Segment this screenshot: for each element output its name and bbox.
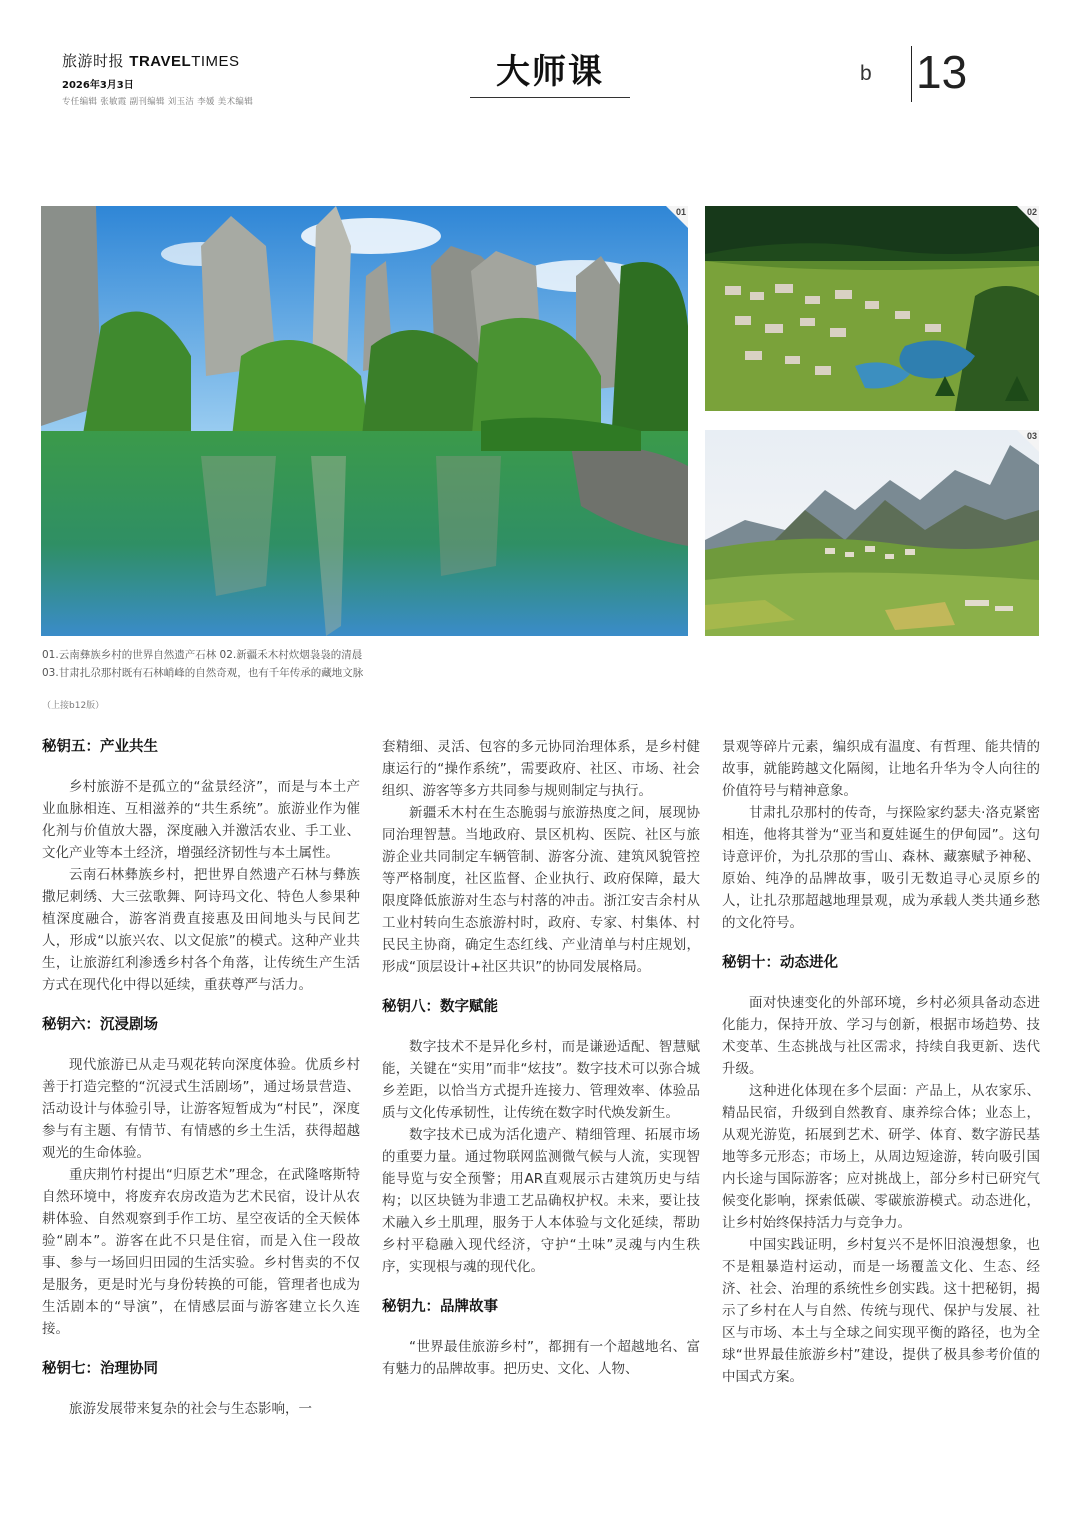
paragraph: 这种进化体现在多个层面：产品上，从农家乐、精品民宿，升级到自然教育、康养综合体；业态上，从观光游览，拓展到艺术、研学、体育、数字游民基地等多元形态；市场上，从周边短途游，转向吸引国内长途与国际游客；应对挑战上，部分乡村已研究气候变化影响，探索低碳、零碳旅游模式。动态进化，让乡村始终保持活力与竞争力。 — [722, 1083, 1040, 1231]
paragraph: 面对快速变化的外部环境，乡村必须具备动态进化能力，保持开放、学习与创新，根据市场趋势、技术变革、生态挑战与社区需求，持续自我更新、迭代升级。 — [722, 995, 1040, 1077]
continued-note: （上接b12版） — [42, 701, 105, 711]
issue-date: 2026年3月3日 — [62, 80, 134, 91]
paragraph: 重庆荆竹村提出“归原艺术”理念，在武隆喀斯特自然环境中，将废弃农房改造为艺术民宿，设计从农耕体验、自然观察到手作工坊、星空夜话的全天候体验“剧本”。游客在此不只是住宿，而是入住一段故事、参与一场回归田园的生活实验。乡村售卖的不仅是服务，更是时光与身份转换的可能，管理者也成为生活剧本的“导演”，在情感层面与游客建立长久连接。 — [42, 1167, 360, 1337]
paragraph: 甘肃扎尕那村的传奇，与探险家约瑟夫·洛克紧密相连，他将其誉为“亚当和夏娃诞生的伊甸园”。这句诗意评价，为扎尕那的雪山、森林、藏寨赋予神秘、原始、纯净的品牌故事，吸引无数追寻心灵原乡的人，让扎尕那超越地理景观，成为承载人类共通乡愁的文化符号。 — [722, 805, 1040, 931]
photo-stone-forest — [41, 206, 688, 636]
caption-line-1: 01.云南彝族乡村的世界自然遗产石林 02.新疆禾木村炊烟袅袅的清晨 — [42, 649, 363, 661]
brand-en-bold: TRAVEL — [129, 53, 192, 70]
paragraph: 云南石林彝族乡村，把世界自然遗产石林与彝族撒尼刺绣、大三弦歌舞、阿诗玛文化、特色人参果种植深度融合，游客消费直接惠及田间地头与民间艺人，形成“以旅兴农、以文促旅”的模式。这种产业共生，让旅游红利渗透乡村各个角落，让传统生产生活方式在现代化中得以延续，重获尊严与活力。 — [42, 867, 360, 993]
section-title: 大师课 — [496, 52, 604, 92]
heading-key-8: 秘钥八：数字赋能 — [382, 999, 498, 1015]
paragraph: 旅游发展带来复杂的社会与生态影响，一 — [69, 1401, 312, 1417]
paragraph: 新疆禾木村在生态脆弱与旅游热度之间，展现协同治理智慧。当地政府、景区机构、医院、社区与旅游企业共同制定车辆管制、游客分流、建筑风貌管控等严格制度，社区监督、企业执行、政府保障，最大限度降低旅游对生态与村落的冲击。浙江安吉余村从工业村转向生态旅游村时，政府、专家、村集体、村民民主协商，确定生态红线、产业清单与村庄规划，形成“顶层设计+社区共识”的协同发展格局。 — [382, 805, 700, 975]
section-title-underline — [470, 97, 630, 98]
paragraph: 数字技术不是异化乡村，而是谦逊适配、智慧赋能，关键在“实用”而非“炫技”。数字技术可以弥合城乡差距，以恰当方式提升连接力、管理效率、体验品质与文化传承韧性，让传统在数字时代焕发新生。 — [382, 1039, 700, 1121]
photo-number-01: 01 — [675, 207, 686, 217]
brand-cn: 旅游时报 — [62, 52, 125, 70]
paragraph: 景观等碎片元素，编织成有温度、有哲理、能共情的故事，就能跨越文化隔阂，让地名升华为令人向往的价值符号与精神意象。 — [722, 739, 1040, 799]
editor-credits: 专任编辑 张敏霞 副刊编辑 刘玉洁 李媛 美术编辑 — [62, 97, 254, 107]
heading-key-5: 秘钥五：产业共生 — [42, 739, 158, 755]
page-letter: b — [860, 62, 876, 85]
heading-key-6: 秘钥六：沉浸剧场 — [42, 1017, 158, 1033]
paragraph: “世界最佳旅游乡村”，都拥有一个超越地名、富有魅力的品牌故事。把历史、文化、人物、 — [382, 1339, 700, 1377]
heading-key-10: 秘钥十：动态进化 — [722, 955, 838, 971]
article-column-3 — [722, 736, 1040, 1388]
newspaper-brand — [62, 50, 253, 71]
photo-number-02: 02 — [1026, 207, 1037, 217]
photo-captions — [42, 646, 363, 682]
page-number-divider — [911, 46, 912, 102]
photo-number-03: 03 — [1026, 431, 1037, 441]
paragraph: 乡村旅游不是孤立的“盆景经济”，而是与本土产业血脉相连、互相滋养的“共生系统”。旅游业作为催化剂与价值放大器，深度融入并激活农业、手工业、文化产业等本土经济，增强经济韧性与本土属性。 — [42, 779, 360, 861]
article-column-2 — [382, 736, 700, 1380]
caption-line-2: 03.甘肃扎尕那村既有石林峭峰的自然奇观，也有千年传承的藏地文脉 — [42, 667, 364, 679]
heading-key-9: 秘钥九：品牌故事 — [382, 1299, 498, 1315]
paragraph: 现代旅游已从走马观花转向深度体验。优质乡村善于打造完整的“沉浸式生活剧场”，通过场景营造、活动设计与体验引导，让游客短暂成为“村民”，深度参与有主题、有情节、有情感的乡土生活，获得超越观光的生命体验。 — [42, 1057, 360, 1161]
paragraph: 套精细、灵活、包容的多元协同治理体系，是乡村健康运行的“操作系统”，需要政府、社区、市场、社会组织、游客等多方共同参与规则制定与执行。 — [382, 739, 700, 799]
article-column-1 — [42, 736, 360, 1420]
page-number: 13 — [916, 46, 968, 98]
masthead — [62, 50, 253, 107]
photo-hemu-village — [705, 206, 1039, 411]
paragraph: 数字技术已成为活化遗产、精细管理、拓展市场的重要力量。通过物联网监测微气候与人流，实现智能导览与安全预警；用AR直观展示古建筑历史与结构；以区块链为非遗工艺品确权护权。未来，要让技术融入乡土肌理，服务于人本体验与文化延续，帮助乡村平稳融入现代经济，守护“土味”灵魂与内生秩序，实现根与魂的现代化。 — [382, 1127, 700, 1275]
heading-key-7: 秘钥七：治理协同 — [42, 1361, 158, 1377]
brand-en-light: TIMES — [191, 53, 240, 70]
photo-zhagana — [705, 430, 1039, 636]
paragraph: 中国实践证明，乡村复兴不是怀旧浪漫想象，也不是粗暴造村运动，而是一场覆盖文化、生态、经济、社会、治理的系统性乡创实践。这十把秘钥，揭示了乡村在人与自然、传统与现代、保护与发展、社区与市场、本土与全球之间实现平衡的路径，也为全球“世界最佳旅游乡村”建设，提供了极具参考价值的中国式方案。 — [722, 1237, 1040, 1385]
